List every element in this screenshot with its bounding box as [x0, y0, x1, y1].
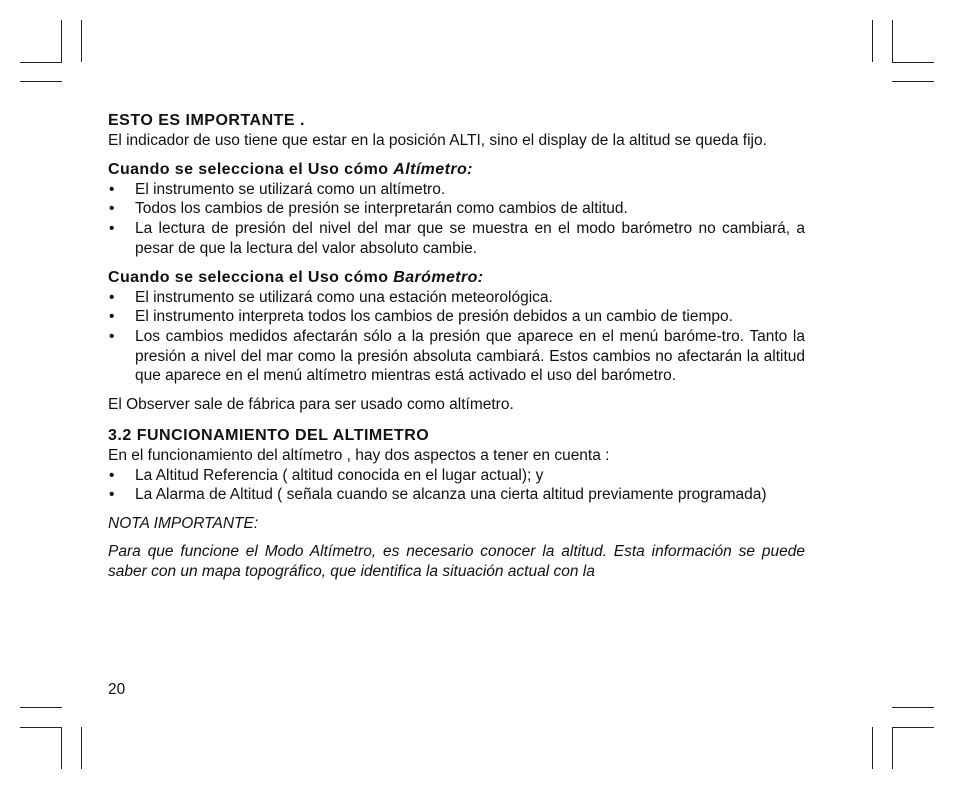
- list-item: • Todos los cambios de presión se interpretarán como cambios de altitud.: [108, 199, 805, 219]
- altimeter-use-list: [108, 180, 805, 258]
- barometer-use-heading: [108, 268, 805, 288]
- crop-mark: [892, 81, 934, 82]
- altimeter-operation-list: [108, 466, 805, 505]
- crop-mark: [892, 62, 934, 63]
- list-item: • El instrumento interpreta todos los cambios de presión debidos a un cambio de tiempo.: [108, 307, 805, 327]
- list-item: • La Alarma de Altitud ( señala cuando se alcanza una cierta altitud previamente programada): [108, 485, 805, 505]
- list-item: • La Altitud Referencia ( altitud conocida en el lugar actual); y: [108, 466, 805, 486]
- crop-mark: [892, 727, 934, 728]
- page-number: 20: [108, 681, 126, 698]
- important-note-text: Para que funcione el Modo Altímetro, es necesario conocer la altitud. Esta información se puede saber con un mapa topográfico, que identifica la situación actual con la: [108, 543, 805, 580]
- list-item: • El instrumento se utilizará como una estación meteorológica.: [108, 288, 805, 308]
- list-item: • Los cambios medidos afectarán sólo a la presión que aparece en el menú baróme-tro. Tanto la presión a nivel del mar como la presión absoluta cambiará. Estos cambios no afectarán la altitud que aparece en el menú altímetro mientras está activado el uso del barómetro.: [108, 327, 805, 386]
- altimeter-use-heading-prefix: Cuando se selecciona el Uso cómo: [108, 161, 394, 179]
- barometer-use-heading-prefix: Cuando se selecciona el Uso cómo: [108, 269, 394, 287]
- factory-note: El Observer sale de fábrica para ser usado como altímetro.: [108, 395, 514, 413]
- barometer-use-heading-italic: Barómetro:: [393, 269, 484, 287]
- altimeter-operation-intro: En el funcionamiento del altímetro , hay dos aspectos a tener en cuenta :: [108, 446, 610, 464]
- list-item: • El instrumento se utilizará como un altímetro.: [108, 180, 805, 200]
- crop-mark: [20, 727, 62, 728]
- crop-mark: [892, 707, 934, 708]
- crop-mark: [61, 20, 62, 62]
- altimeter-use-heading-italic: Altímetro:: [393, 161, 473, 179]
- barometer-use-list: [108, 288, 805, 386]
- list-item: • La lectura de presión del nivel del mar que se muestra en el modo barómetro no cambiará, a pesar de que la lectura del valor absoluto cambie.: [108, 219, 805, 258]
- crop-mark: [81, 20, 82, 62]
- crop-mark: [892, 20, 893, 62]
- important-heading: ESTO ES IMPORTANTE .: [108, 112, 305, 129]
- page-body: [108, 111, 805, 581]
- important-note-label: NOTA IMPORTANTE:: [108, 514, 259, 532]
- crop-mark: [61, 727, 62, 769]
- crop-mark: [20, 707, 62, 708]
- crop-mark: [81, 727, 82, 769]
- crop-mark: [20, 62, 62, 63]
- crop-mark: [872, 20, 873, 62]
- important-text: El indicador de uso tiene que estar en la posición ALTI, sino el display de la altitud se queda fijo.: [108, 131, 767, 149]
- crop-mark: [892, 727, 893, 769]
- crop-mark: [872, 727, 873, 769]
- crop-mark: [20, 81, 62, 82]
- altimeter-operation-heading: 3.2 FUNCIONAMIENTO DEL ALTIMETRO: [108, 427, 430, 445]
- altimeter-use-heading: [108, 160, 805, 180]
